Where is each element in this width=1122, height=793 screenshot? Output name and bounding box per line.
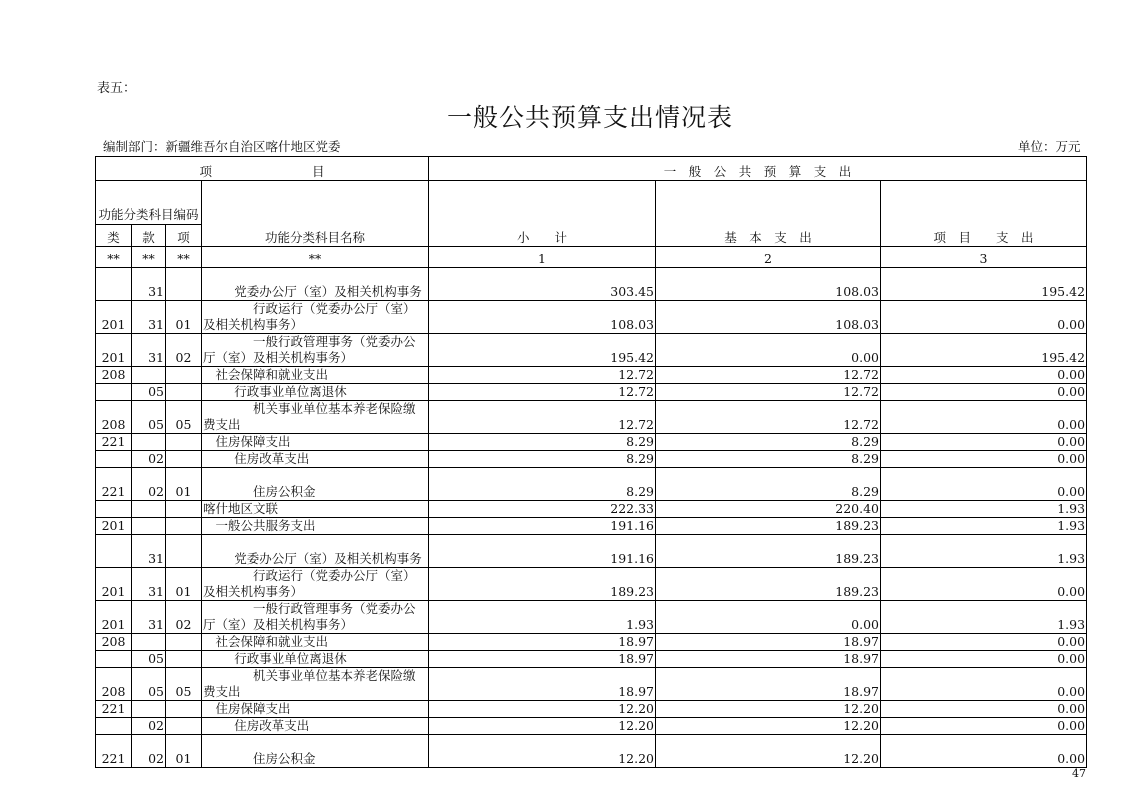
table-row [96,701,1087,718]
marker-name: ** [202,247,429,268]
cell-basic: 8.29 [656,434,881,451]
cell-name: 机关事业单位基本养老保险缴费支出 [202,401,429,434]
table-row [96,718,1087,735]
cell-project: 195.42 [881,268,1087,301]
cell-project: 1.93 [881,518,1087,535]
cell-project: 195.42 [881,334,1087,367]
cell-lei: 201 [96,518,132,535]
budget-table [95,156,1087,768]
cell-project: 0.00 [881,718,1087,735]
marker-basic: 2 [656,247,881,268]
cell-xiang [166,434,202,451]
cell-subtotal: 108.03 [429,301,656,334]
cell-project: 0.00 [881,668,1087,701]
cell-name: 喀什地区文联 [202,501,429,518]
table-row [96,384,1087,401]
cell-basic: 18.97 [656,668,881,701]
cell-project: 0.00 [881,401,1087,434]
header-general-budget: 一 般 公 共 预 算 支 出 [429,157,1087,181]
unit-label: 单位：万元 [1018,139,1081,154]
cell-subtotal: 1.93 [429,601,656,634]
cell-lei: 201 [96,334,132,367]
header-subtotal: 小 计 [429,181,656,247]
header-basic: 基 本 支 出 [656,181,881,247]
cell-lei: 201 [96,568,132,601]
cell-subtotal: 195.42 [429,334,656,367]
cell-basic: 189.23 [656,568,881,601]
cell-subtotal: 8.29 [429,468,656,501]
page-title: 一般公共预算支出情况表 [446,103,733,132]
cell-subtotal: 12.20 [429,718,656,735]
table-row [96,468,1087,501]
cell-basic: 220.40 [656,501,881,518]
cell-basic: 189.23 [656,518,881,535]
cell-subtotal: 12.72 [429,367,656,384]
cell-lei: 221 [96,701,132,718]
cell-name: 党委办公厅（室）及相关机构事务 [202,535,429,568]
cell-subtotal: 18.97 [429,634,656,651]
cell-xiang [166,701,202,718]
cell-name: 住房保障支出 [202,434,429,451]
cell-kuan: 31 [132,334,166,367]
cell-lei: 208 [96,634,132,651]
table-row [96,735,1087,768]
cell-name: 住房公积金 [202,735,429,768]
cell-project: 1.93 [881,601,1087,634]
header-lei: 类 [96,225,132,247]
cell-xiang: 02 [166,601,202,634]
cell-subtotal: 222.33 [429,501,656,518]
cell-basic: 0.00 [656,334,881,367]
cell-xiang: 01 [166,735,202,768]
table-row [96,651,1087,668]
cell-basic: 12.20 [656,735,881,768]
header-kuan: 款 [132,225,166,247]
table-row [96,268,1087,301]
cell-basic: 8.29 [656,468,881,501]
cell-basic: 189.23 [656,535,881,568]
cell-basic: 12.72 [656,367,881,384]
cell-xiang [166,268,202,301]
cell-basic: 12.20 [656,701,881,718]
cell-project: 1.93 [881,501,1087,518]
cell-xiang [166,384,202,401]
cell-name: 住房保障支出 [202,701,429,718]
cell-name: 社会保障和就业支出 [202,634,429,651]
cell-lei: 221 [96,468,132,501]
cell-kuan: 05 [132,401,166,434]
cell-name: 行政运行（党委办公厅（室）及相关机构事务） [202,301,429,334]
cell-kuan: 05 [132,668,166,701]
cell-name: 一般行政管理事务（党委办公厅（室）及相关机构事务） [202,334,429,367]
cell-kuan [132,367,166,384]
cell-name: 社会保障和就业支出 [202,367,429,384]
cell-xiang [166,718,202,735]
cell-name: 住房改革支出 [202,451,429,468]
cell-project: 0.00 [881,568,1087,601]
cell-xiang [166,518,202,535]
department-label: 编制部门：新疆维吾尔自治区喀什地区党委 [103,139,341,154]
table-row [96,668,1087,701]
cell-lei: 201 [96,601,132,634]
cell-name: 机关事业单位基本养老保险缴费支出 [202,668,429,701]
table-row [96,601,1087,634]
cell-name: 行政事业单位离退休 [202,651,429,668]
cell-project: 0.00 [881,735,1087,768]
cell-xiang: 02 [166,334,202,367]
cell-kuan [132,434,166,451]
header-xiang: 项 [166,225,202,247]
cell-kuan [132,634,166,651]
table-label: 表五： [97,81,137,96]
table-row [96,518,1087,535]
cell-lei: 221 [96,434,132,451]
cell-project: 0.00 [881,634,1087,651]
cell-xiang: 01 [166,301,202,334]
cell-project: 0.00 [881,651,1087,668]
cell-name: 住房改革支出 [202,718,429,735]
cell-kuan: 05 [132,651,166,668]
cell-subtotal: 12.72 [429,384,656,401]
cell-kuan [132,501,166,518]
cell-basic: 108.03 [656,268,881,301]
header-project: 项 目 支 出 [881,181,1087,247]
cell-lei [96,268,132,301]
cell-lei: 201 [96,301,132,334]
table-row [96,535,1087,568]
cell-kuan: 02 [132,718,166,735]
cell-lei: 208 [96,401,132,434]
table-row [96,434,1087,451]
cell-kuan [132,701,166,718]
page-number: 47 [1072,767,1086,780]
cell-lei: 208 [96,668,132,701]
cell-kuan: 05 [132,384,166,401]
cell-lei [96,718,132,735]
cell-project: 0.00 [881,451,1087,468]
cell-xiang [166,367,202,384]
cell-basic: 18.97 [656,651,881,668]
cell-kuan: 02 [132,451,166,468]
cell-lei [96,651,132,668]
cell-xiang [166,535,202,568]
cell-project: 0.00 [881,384,1087,401]
cell-basic: 108.03 [656,301,881,334]
cell-kuan: 02 [132,468,166,501]
cell-name: 一般公共服务支出 [202,518,429,535]
cell-project: 0.00 [881,301,1087,334]
cell-subtotal: 18.97 [429,668,656,701]
cell-xiang [166,501,202,518]
cell-lei [96,535,132,568]
cell-subtotal: 191.16 [429,518,656,535]
cell-lei: 221 [96,735,132,768]
cell-project: 0.00 [881,701,1087,718]
cell-lei: 208 [96,367,132,384]
cell-lei [96,384,132,401]
cell-xiang: 05 [166,668,202,701]
cell-xiang: 01 [166,468,202,501]
marker-project: 3 [881,247,1087,268]
cell-name: 行政事业单位离退休 [202,384,429,401]
cell-kuan: 31 [132,535,166,568]
cell-subtotal: 18.97 [429,651,656,668]
cell-subtotal: 12.20 [429,735,656,768]
cell-subtotal: 303.45 [429,268,656,301]
cell-project: 0.00 [881,434,1087,451]
cell-xiang [166,651,202,668]
cell-project: 0.00 [881,468,1087,501]
cell-basic: 12.72 [656,384,881,401]
cell-basic: 0.00 [656,601,881,634]
cell-kuan: 31 [132,601,166,634]
cell-subtotal: 12.20 [429,701,656,718]
cell-basic: 12.72 [656,401,881,434]
cell-basic: 12.20 [656,718,881,735]
cell-subtotal: 191.16 [429,535,656,568]
cell-xiang [166,634,202,651]
marker-subtotal: 1 [429,247,656,268]
marker-kuan: ** [132,247,166,268]
table-row [96,501,1087,518]
table-row [96,401,1087,434]
cell-project: 1.93 [881,535,1087,568]
cell-basic: 18.97 [656,634,881,651]
cell-subtotal: 12.72 [429,401,656,434]
cell-lei [96,451,132,468]
cell-xiang: 05 [166,401,202,434]
header-name: 功能分类科目名称 [202,181,429,247]
cell-basic: 8.29 [656,451,881,468]
table-row [96,301,1087,334]
cell-lei [96,501,132,518]
table-row [96,367,1087,384]
marker-xiang: ** [166,247,202,268]
cell-name: 行政运行（党委办公厅（室）及相关机构事务） [202,568,429,601]
cell-subtotal: 8.29 [429,451,656,468]
cell-xiang: 01 [166,568,202,601]
table-row [96,334,1087,367]
marker-lei: ** [96,247,132,268]
cell-project: 0.00 [881,367,1087,384]
table-row [96,451,1087,468]
header-code: 功能分类科目编码 [96,181,202,225]
table-row [96,568,1087,601]
cell-name: 党委办公厅（室）及相关机构事务 [202,268,429,301]
header-item: 项 目 [96,157,429,181]
cell-subtotal: 8.29 [429,434,656,451]
cell-xiang [166,451,202,468]
cell-name: 住房公积金 [202,468,429,501]
cell-kuan [132,518,166,535]
cell-kuan: 31 [132,301,166,334]
cell-kuan: 02 [132,735,166,768]
cell-kuan: 31 [132,568,166,601]
cell-subtotal: 189.23 [429,568,656,601]
cell-name: 一般行政管理事务（党委办公厅（室）及相关机构事务） [202,601,429,634]
cell-kuan: 31 [132,268,166,301]
table-row [96,634,1087,651]
